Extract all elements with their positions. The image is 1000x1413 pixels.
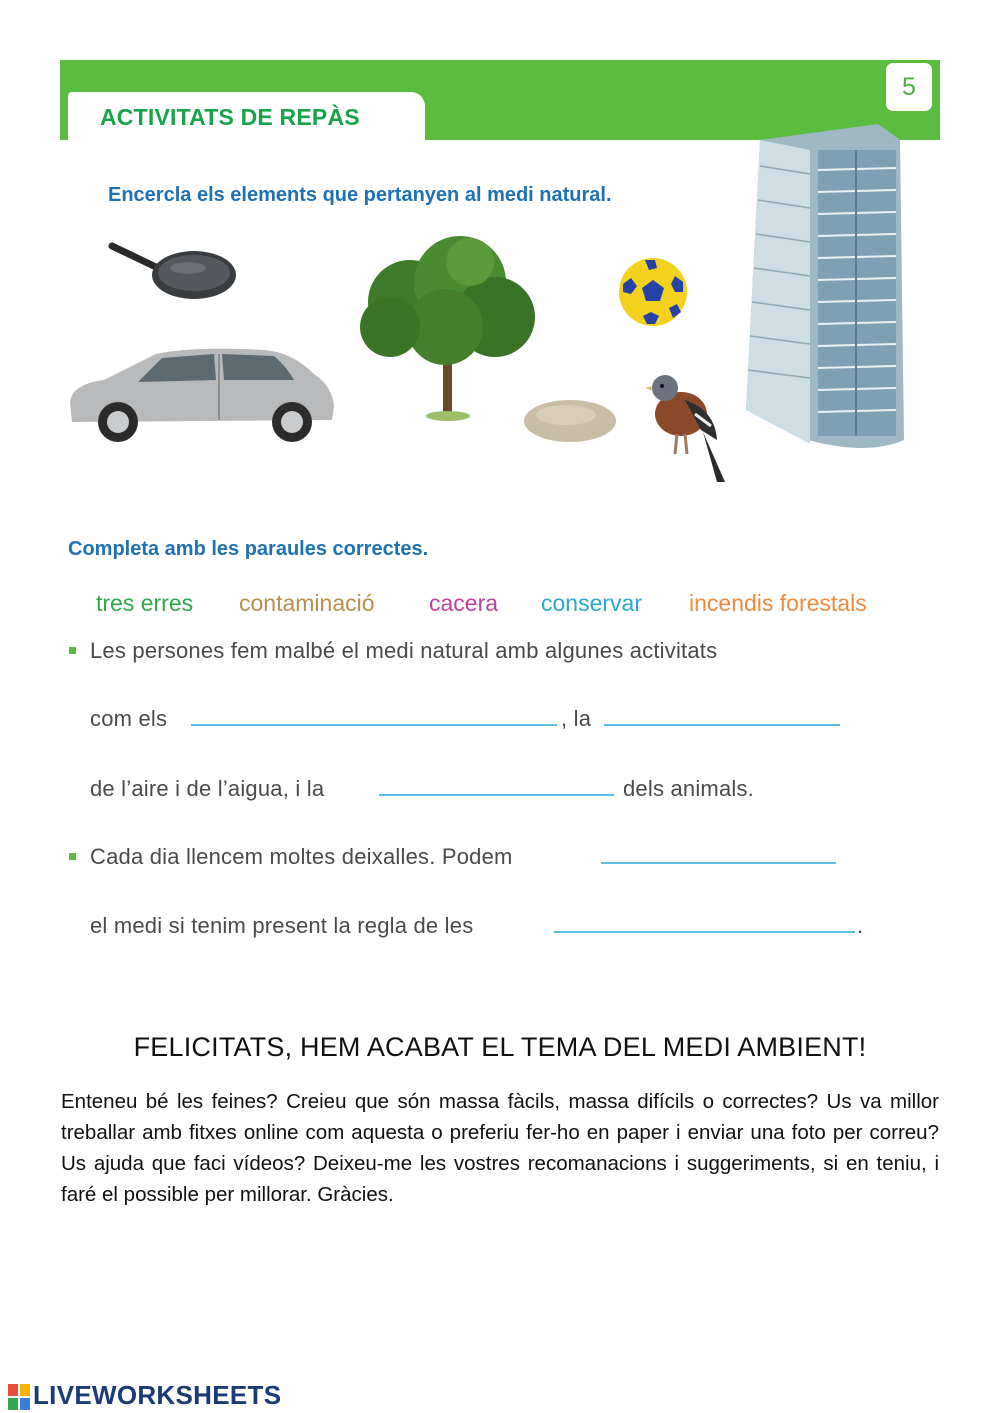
bird-image[interactable]: [645, 370, 735, 486]
sentence2-line1: Cada dia llencem moltes deixalles. Podem: [90, 844, 513, 869]
sentence2-end: .: [857, 913, 864, 938]
word-bank-contaminacio: contaminació: [239, 590, 375, 616]
sentence1-line1: Les persones fem malbé el medi natural amb algunes activitats: [90, 638, 718, 663]
sentence1-line3-end: dels animals.: [623, 776, 754, 801]
stone-image[interactable]: [522, 397, 618, 443]
word-bank-conservar: conservar: [541, 590, 642, 616]
activity1-instruction: Encercla els elements que pertanyen al medi natural.: [108, 184, 612, 206]
liveworksheets-logo-icon: [8, 1382, 32, 1412]
blank-2-input[interactable]: [604, 724, 840, 726]
frying-pan-image[interactable]: [108, 238, 238, 304]
activity2-instruction: Completa amb les paraules correctes.: [68, 538, 429, 560]
bullet-1: [69, 647, 76, 654]
word-bank-cacera: cacera: [429, 590, 499, 616]
blank-4-input[interactable]: [601, 862, 836, 864]
sentence1-line2-mid: , la: [561, 706, 592, 731]
page-title: ACTIVITATS DE REPÀS: [100, 104, 360, 130]
congrats-heading: FELICITATS, HEM ACABAT EL TEMA DEL MEDI AMBIENT!: [133, 1032, 867, 1062]
skyscraper-image[interactable]: [738, 120, 908, 456]
car-image[interactable]: [64, 344, 339, 444]
sentence1-line2-start: com els: [90, 706, 168, 731]
footer-logo-text[interactable]: LIVEWORKSHEETS: [33, 1380, 282, 1410]
bullet-2: [69, 853, 76, 860]
page-number: 5: [886, 63, 932, 111]
sentence2-line2: el medi si tenim present la regla de les: [90, 913, 474, 938]
feedback-paragraph: Enteneu bé les feines? Creieu que són massa fàcils, massa difícils o correctes? Us va millor treballar amb fitxes online com aquesta o preferiu fer-ho en paper i enviar una foto per correu? Us ajuda que faci vídeos? Deixeu-me les vostres recomanacions i suggeriments, si en teniu, i faré el possible per millorar. Gràcies.: [61, 1090, 939, 1206]
sentence1-line3-start: de l’aire i de l’aigua, i la: [90, 776, 325, 801]
blank-3-input[interactable]: [379, 794, 614, 796]
blank-5-input[interactable]: [554, 931, 855, 933]
word-bank-tres-erres: tres erres: [96, 590, 194, 616]
word-bank-incendis-forestals: incendis forestals: [689, 590, 867, 616]
tree-image[interactable]: [350, 232, 548, 424]
football-image[interactable]: [617, 256, 689, 328]
blank-1-input[interactable]: [191, 724, 557, 726]
